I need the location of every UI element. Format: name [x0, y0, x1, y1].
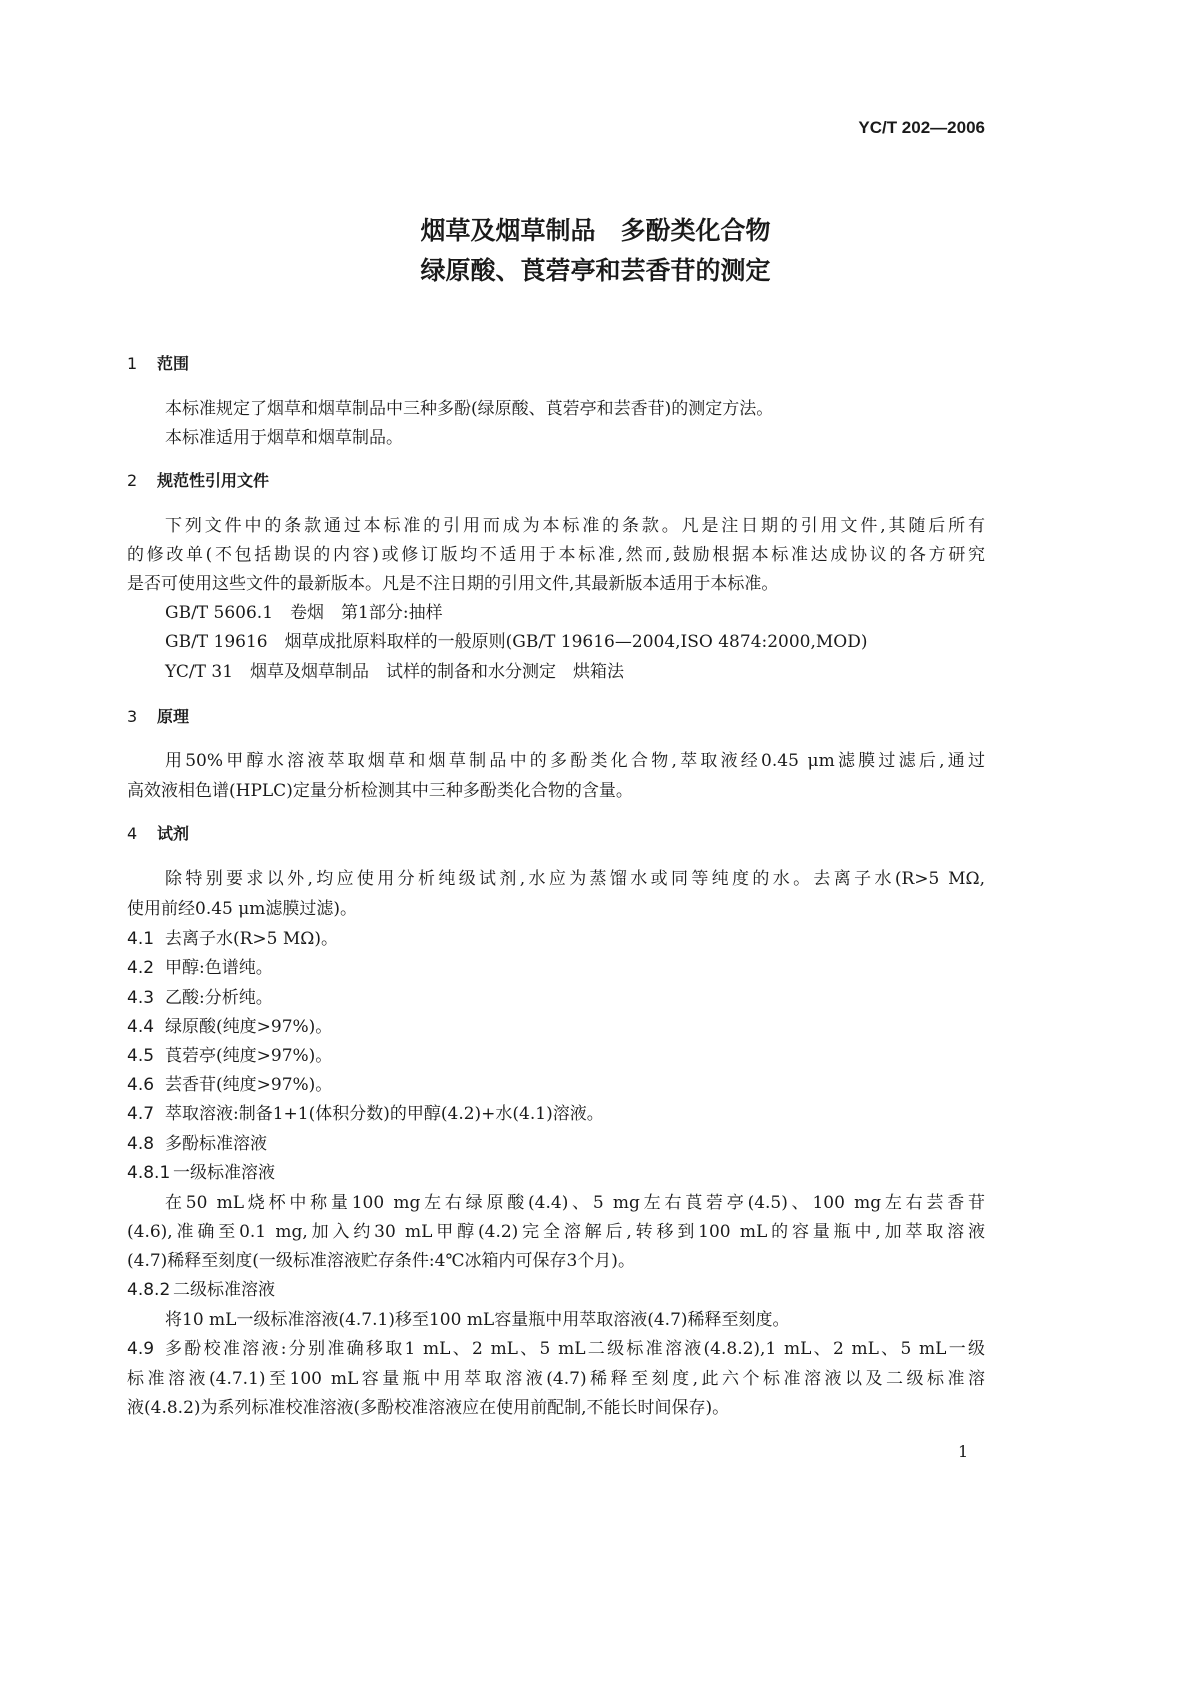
section-title: 原理: [157, 707, 190, 726]
clause-text: 二级标准溶液: [173, 1280, 275, 1300]
section-title: 试剂: [157, 824, 190, 843]
clause-number: 4.2: [127, 958, 155, 978]
clause-number: 4.1: [127, 929, 155, 949]
clause-item: [127, 1103, 985, 1125]
clause-number: 4.7: [127, 1104, 155, 1124]
clause-text: 莨菪亭(纯度>97%)。: [165, 1046, 333, 1066]
clause-number: 4.5: [127, 1046, 155, 1066]
paragraph-line: 液(4.8.2)为系列标准校准溶液(多酚校准溶液应在使用前配制,不能长时间保存)。: [127, 1398, 730, 1418]
paragraph-line: (4.6),准确至0.1 mg,加入约30 mL甲醇(4.2)完全溶解后,转移到100 mL的容量瓶中,加萃取溶液: [127, 1222, 985, 1242]
paragraph-line: 将10 mL一级标准溶液(4.7.1)移至100 mL容量瓶中用萃取溶液(4.7)稀释至刻度。: [165, 1310, 790, 1330]
section-number: 1: [127, 354, 138, 373]
paragraph-line: 本标准适用于烟草和烟草制品。: [165, 428, 403, 448]
clause-text: 一级标准溶液: [173, 1163, 275, 1183]
section-4-heading: [127, 823, 189, 845]
reference-item: YC/T 31 烟草及烟草制品 试样的制备和水分测定 烘箱法: [165, 662, 625, 682]
clause-item: [127, 987, 985, 1009]
clause-text: 乙酸:分析纯。: [165, 988, 273, 1008]
clause-text: 去离子水(R>5 MΩ)。: [165, 929, 339, 949]
clause-number: 4.9: [127, 1339, 155, 1359]
clause-number: 4.8: [127, 1134, 155, 1154]
clause-number: 4.8.2: [127, 1280, 171, 1300]
clause-item: [127, 1162, 985, 1184]
paragraph-line: 使用前经0.45 μm滤膜过滤)。: [127, 899, 358, 919]
clause-number: 4.8.1: [127, 1163, 171, 1183]
section-number: 3: [127, 707, 138, 726]
section-3-heading: [127, 706, 189, 728]
section-2-heading: [127, 470, 269, 492]
clause-text: 多酚校准溶液:分别准确移取1 mL、2 mL、5 mL二级标准溶液(4.8.2),1 mL、2 mL、5 mL一级: [165, 1339, 985, 1359]
clause-text: 绿原酸(纯度>97%)。: [165, 1017, 333, 1037]
paragraph-line: 是否可使用这些文件的最新版本。凡是不注日期的引用文件,其最新版本适用于本标准。: [127, 574, 779, 594]
clause-item: [127, 928, 985, 950]
clause-item: [127, 1279, 985, 1301]
clause-item: [127, 1016, 985, 1038]
paragraph-line: 本标准规定了烟草和烟草制品中三种多酚(绿原酸、莨菪亭和芸香苷)的测定方法。: [165, 399, 774, 419]
section-title: 规范性引用文件: [157, 471, 270, 490]
page-number: 1: [958, 1442, 969, 1461]
title-line-2: 绿原酸、莨菪亭和芸香苷的测定: [420, 256, 771, 285]
paragraph-line: (4.7)稀释至刻度(一级标准溶液贮存条件:4℃冰箱内可保存3个月)。: [127, 1251, 635, 1271]
paragraph-line: 在50 mL烧杯中称量100 mg左右绿原酸(4.4)、5 mg左右莨菪亭(4.5)、100 mg左右芸香苷: [165, 1193, 985, 1213]
standard-number: YC/T 202—2006: [858, 118, 985, 137]
clause-number: 4.6: [127, 1075, 155, 1095]
clause-item: [127, 1338, 985, 1360]
clause-item: [127, 957, 985, 979]
paragraph-line: 高效液相色谱(HPLC)定量分析检测其中三种多酚类化合物的含量。: [127, 781, 633, 801]
paragraph-line: 标准溶液(4.7.1)至100 mL容量瓶中用萃取溶液(4.7)稀释至刻度,此六个标准溶液以及二级标准溶: [127, 1369, 985, 1389]
section-number: 4: [127, 824, 138, 843]
clause-text: 芸香苷(纯度>97%)。: [165, 1075, 333, 1095]
paragraph-line: 用50%甲醇水溶液萃取烟草和烟草制品中的多酚类化合物,萃取液经0.45 μm滤膜过滤后,通过: [165, 751, 985, 771]
clause-text: 甲醇:色谱纯。: [165, 958, 273, 978]
clause-item: [127, 1133, 985, 1155]
section-number: 2: [127, 471, 138, 490]
clause-number: 4.4: [127, 1017, 155, 1037]
section-title: 范围: [157, 354, 190, 373]
clause-text: 萃取溶液:制备1+1(体积分数)的甲醇(4.2)+水(4.1)溶液。: [165, 1104, 604, 1124]
clause-item: [127, 1074, 985, 1096]
section-1-heading: [127, 353, 189, 375]
reference-item: GB/T 5606.1 卷烟 第1部分:抽样: [165, 603, 443, 623]
paragraph-line: 除特别要求以外,均应使用分析纯级试剂,水应为蒸馏水或同等纯度的水。去离子水(R>5 MΩ,: [165, 869, 985, 889]
paragraph-line: 下列文件中的条款通过本标准的引用而成为本标准的条款。凡是注日期的引用文件,其随后所有: [165, 516, 985, 536]
reference-item: GB/T 19616 烟草成批原料取样的一般原则(GB/T 19616—2004,ISO 4874:2000,MOD): [165, 632, 868, 652]
clause-number: 4.3: [127, 988, 155, 1008]
clause-text: 多酚标准溶液: [165, 1134, 267, 1154]
paragraph-line: 的修改单(不包括勘误的内容)或修订版均不适用于本标准,然而,鼓励根据本标准达成协议的各方研究: [127, 545, 985, 565]
title-line-1: 烟草及烟草制品 多酚类化合物: [420, 216, 771, 245]
clause-item: [127, 1045, 985, 1067]
